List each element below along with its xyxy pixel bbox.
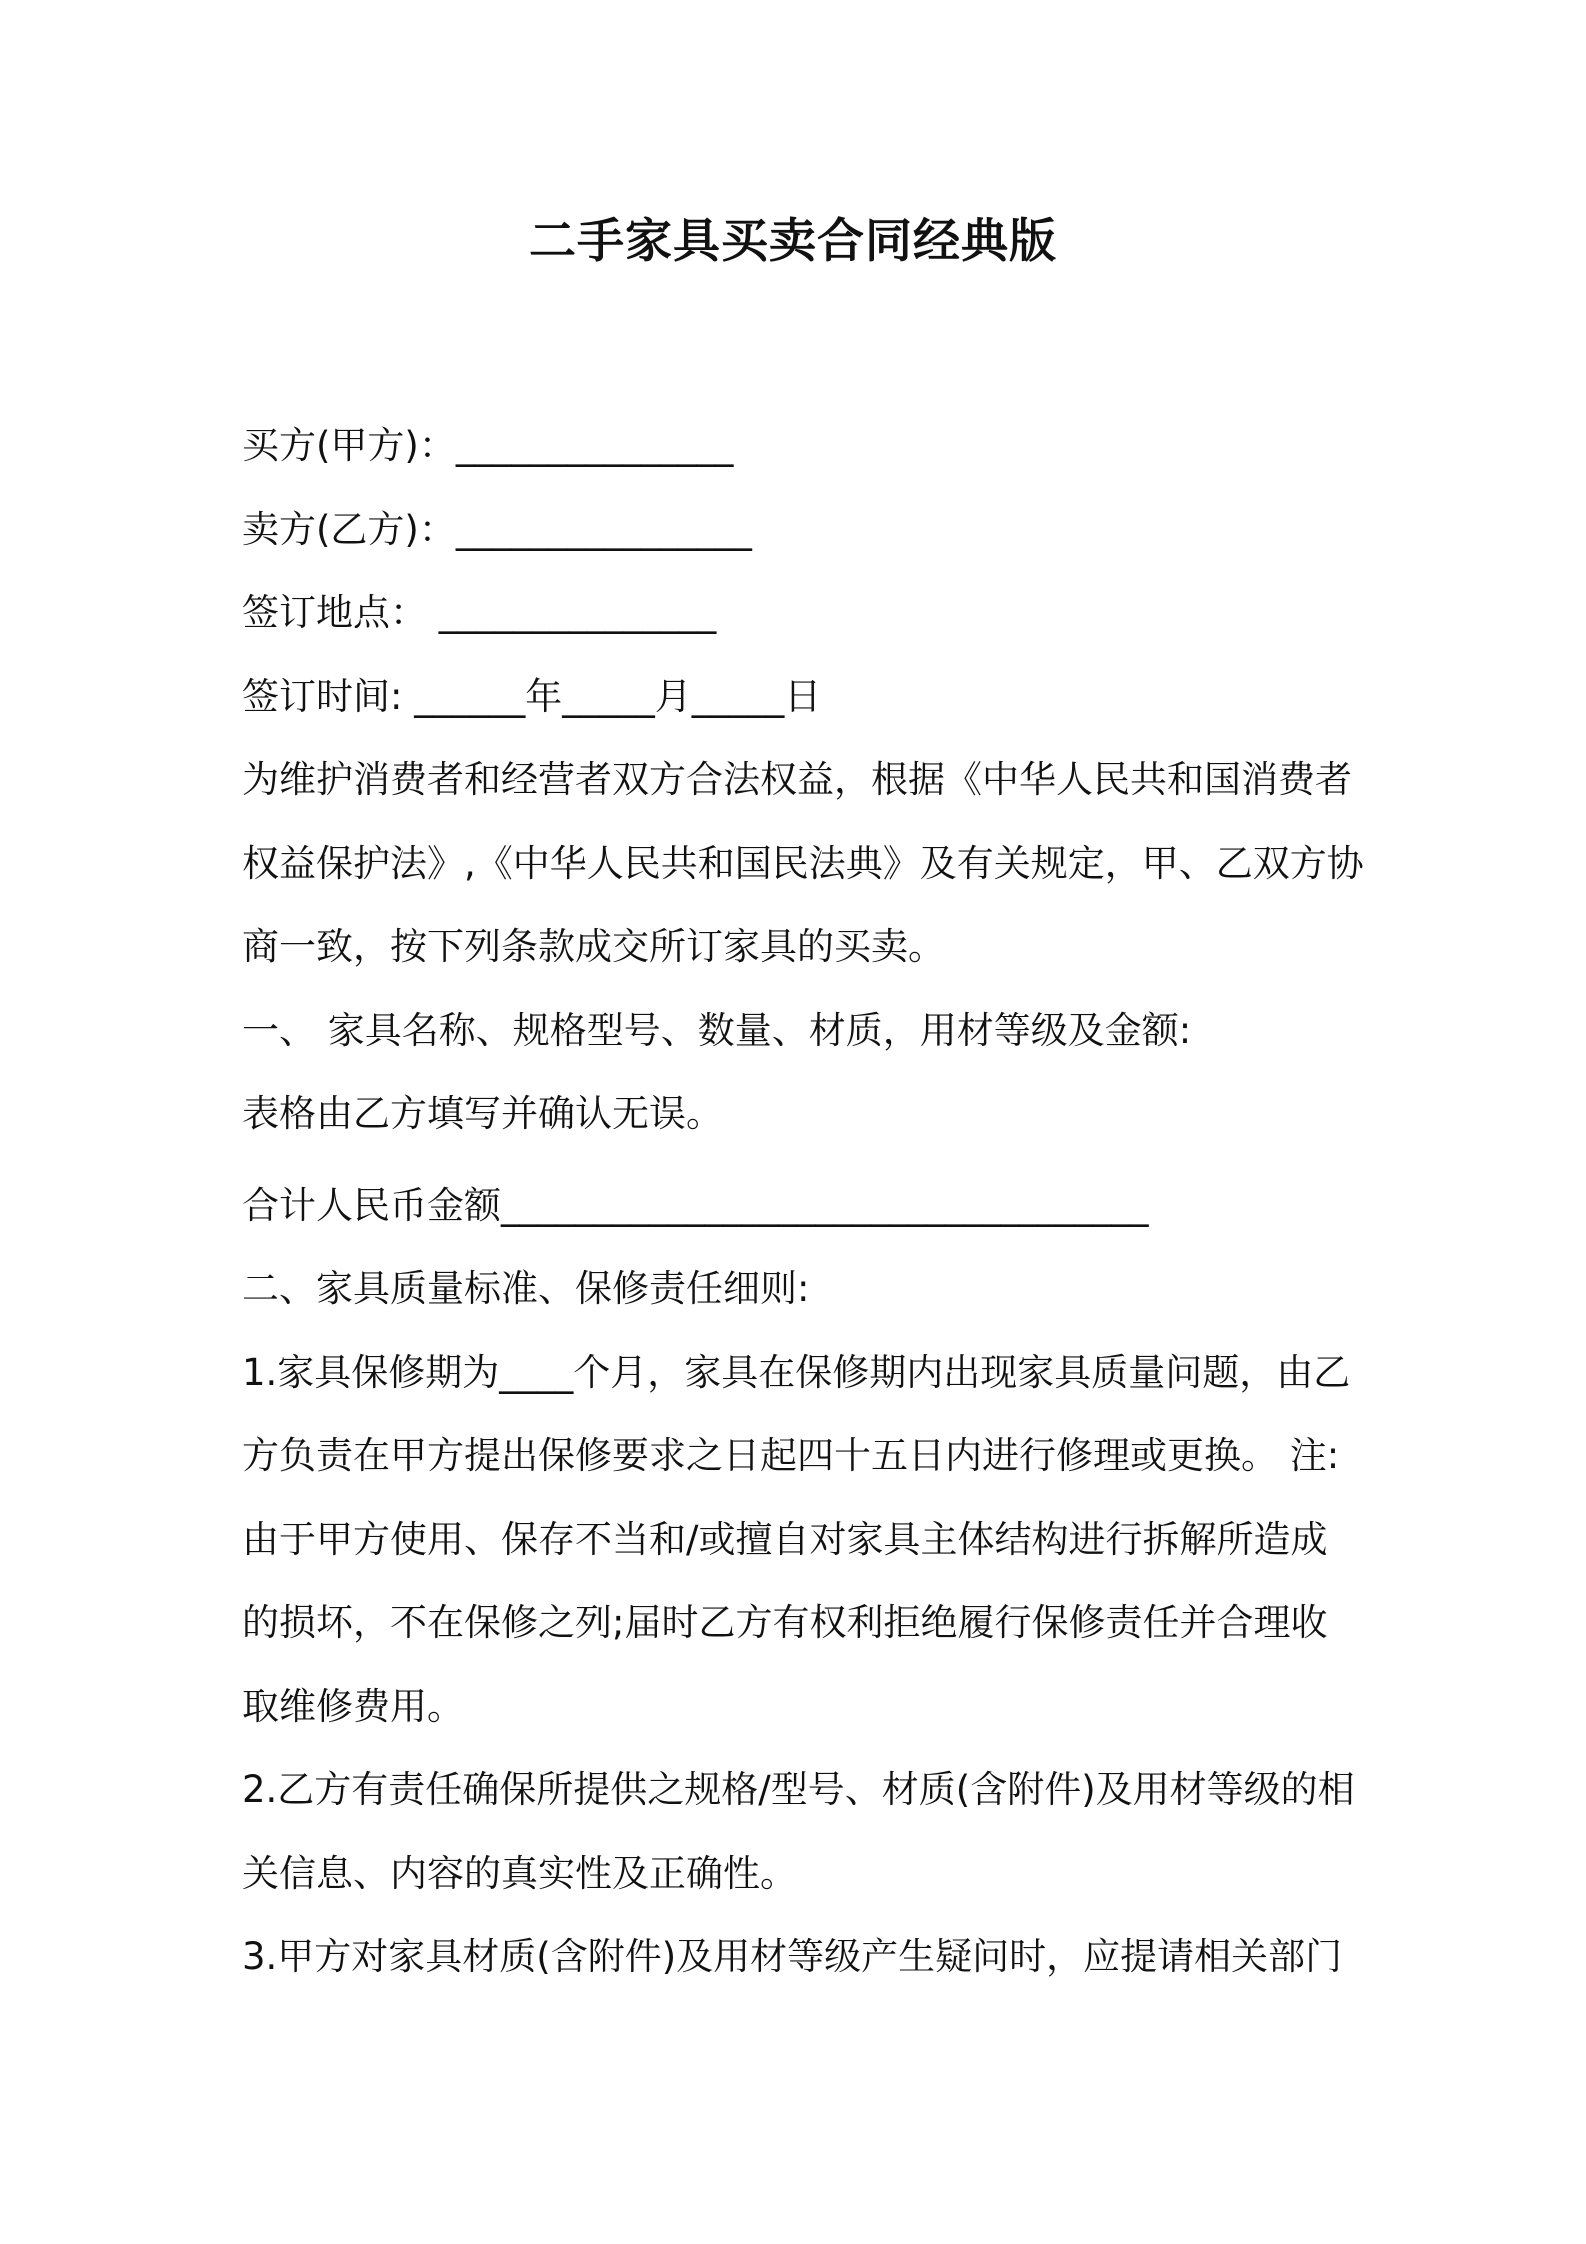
document-title: 二手家具买卖合同经典版 xyxy=(529,214,1057,269)
preamble-line-1: 为维护消费者和经营者双方合法权益，根据《中华人民共和国消费者 xyxy=(242,758,1352,801)
clause-1-line-2: 方负责在甲方提出保修要求之日起四十五日内进行修理或更换。 注: xyxy=(242,1434,1340,1477)
signing-place-line: 签订地点： _______________ xyxy=(242,591,717,634)
clause-1-line-1: 1.家具保修期为____个月，家具在保修期内出现家具质量问题，由乙 xyxy=(242,1350,1351,1394)
signing-date-line: 签订时间: ______年_____月_____日 xyxy=(242,674,822,718)
preamble-line-3: 商一致，按下列条款成交所订家具的买卖。 xyxy=(242,925,945,968)
total-amount-line: 合计人民币金额___________________________________ xyxy=(242,1183,1149,1227)
preamble-line-2: 权益保护法》,《中华人民共和国民法典》及有关规定，甲、乙双方协 xyxy=(242,841,1364,885)
contract-body xyxy=(242,404,1367,1999)
clause-1-line-3: 由于甲方使用、保存不当和/或擅自对家具主体结构进行拆解所造成 xyxy=(242,1517,1328,1561)
section-2-heading: 二、家具质量标准、保修责任细则: xyxy=(242,1267,810,1310)
seller-line: 卖方(乙方)：________________ xyxy=(242,507,752,551)
table-note: 表格由乙方填写并确认无误。 xyxy=(242,1092,723,1135)
clause-2-line-1: 2.乙方有责任确保所提供之规格/型号、材质(含附件)及用材等级的相 xyxy=(242,1768,1355,1811)
clause-3-line-1: 3.甲方对家具材质(含附件)及用材等级产生疑问时，应提请相关部门 xyxy=(242,1935,1343,1978)
clause-2-line-2: 关信息、内容的真实性及正确性。 xyxy=(242,1851,797,1895)
clause-1-line-5: 取维修费用。 xyxy=(242,1684,464,1728)
clause-1-line-4: 的损坏，不在保修之列;届时乙方有权利拒绝履行保修责任并合理收 xyxy=(242,1601,1328,1644)
section-1-heading: 一、 家具名称、规格型号、数量、材质，用材等级及金额: xyxy=(242,1008,1192,1052)
buyer-line: 买方(甲方)：_______________ xyxy=(242,424,734,467)
